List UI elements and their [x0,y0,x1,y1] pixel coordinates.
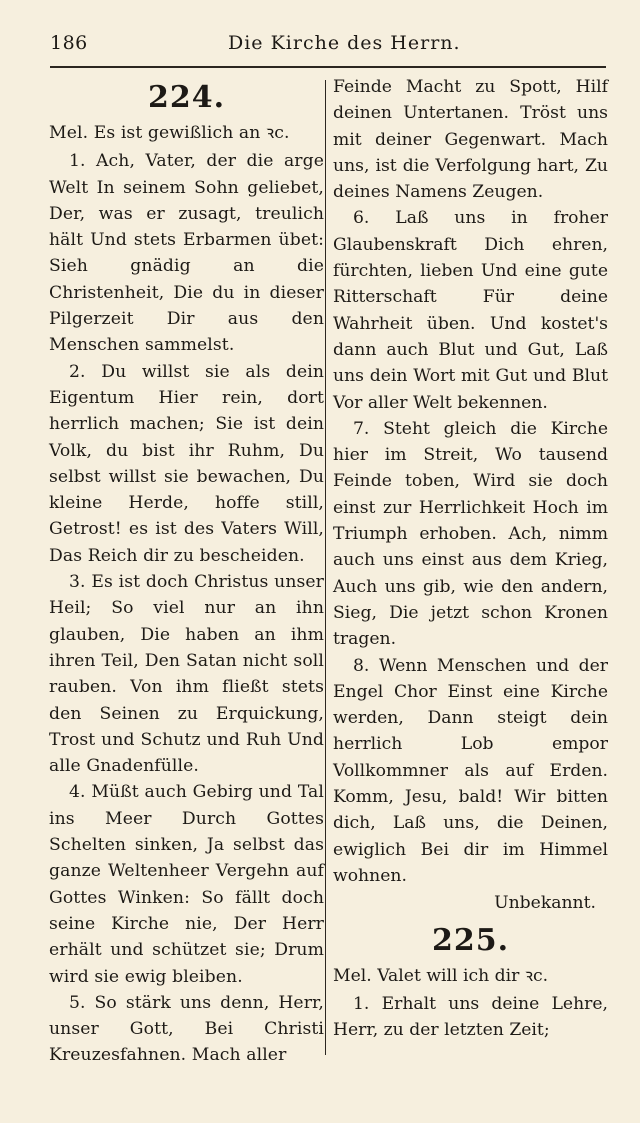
left-column [49,74,324,1069]
hymn-224-verse-3: 3. Es ist doch Christus unser Heil; So viel nur an ihn glauben, Die haben an ihm ihren Teil, Den Satan nicht soll rauben. Von ihm fließt stets den Seinen zu Erquickung, Trost und Schutz und Ruh Und alle Gnadenfülle. [49,572,324,777]
hymn-224-verse-4: 4. Müßt auch Gebirg und Tal ins Meer Durch Gottes Schelten sinken, Ja selbst das ganze Weltenheer Vergehn auf Gottes Winken: So fällt doch seine Kirche nie, Der Herr erhält und schützet sie; Drum wird sie ewig bleiben. [49,782,324,987]
hymn-224-verse-2: 2. Du willst sie als dein Eigentum Hier rein, dort herrlich machen; Sie ist dein Volk, du bist ihr Ruhm, Du selbst willst sie bewachen, Du kleine Herde, hoffe still, Getrost! es ist des Vaters Will, Das Reich dir zu bescheiden. [49,361,324,566]
column-divider [325,80,326,1055]
hymn-224-verse-1: 1. Ach, Vater, der die arge Welt In seinem Sohn geliebet, Der, was er zusagt, treulich hält Und stets Erbarmen übet: Sieh gnädig an die Christenheit, Die du in dieser Pilgerzeit Dir aus den Menschen sammelst. [49,151,324,356]
running-title: Die Kirche des Herrn. [228,32,461,54]
hymn-224-verse-5-continuation: Feinde Macht zu Spott, Hilf deinen Untertanen. Tröst uns mit deiner Gegenwart. Mach uns, ist die Verfolgung hart, Zu deines Namens Zeugen. [333,77,608,203]
header-rule [50,66,606,68]
hymn-224-number: 224. [147,80,226,115]
page-number: 186 [50,32,88,54]
hymn-225-melody: Mel. Valet will ich dir ꝛc. [333,965,549,986]
hymn-224-author: Unbekannt. [494,893,596,914]
right-column [333,74,608,1043]
page-header [0,0,640,66]
hymn-225-number: 225. [431,922,510,958]
hymn-224-melody: Mel. Es ist gewißlich an ꝛc. [49,123,290,143]
hymn-224-verse-6: 6. Laß uns in froher Glaubenskraft Dich ehren, fürchten, lieben Und eine gute Ritterschaft Für deine Wahrheit üben. Und kostet's dann auch Blut und Gut, Laß uns dein Wort mit Gut und Blut Vor aller Welt bekennen. [333,208,608,413]
hymn-225-verse-1: 1. Erhalt uns deine Lehre, Herr, zu der letzten Zeit; [333,993,608,1041]
hymn-224-verse-7: 7. Steht gleich die Kirche hier im Streit, Wo tausend Feinde toben, Wird sie doch einst zur Herrlichkeit Hoch im Triumph erhoben. Ach, nimm auch uns einst aus dem Krieg, Auch uns gib, wie den andern, Sieg, Die jetzt schon Kronen tragen. [333,418,608,650]
hymn-224-verse-8: 8. Wenn Menschen und der Engel Chor Einst eine Kirche werden, Dann steigt dein herrlich Lob empor Vollkommner als auf Erden. Komm, Jesu, bald! Wir bitten dich, Laß uns, die Deinen, ewiglich Bei dir im Himmel wohnen. [333,655,608,886]
hymn-224-verse-5: 5. So stärk uns denn, Herr, unser Gott, Bei Christi Kreuzesfahnen. Mach aller [49,992,324,1066]
